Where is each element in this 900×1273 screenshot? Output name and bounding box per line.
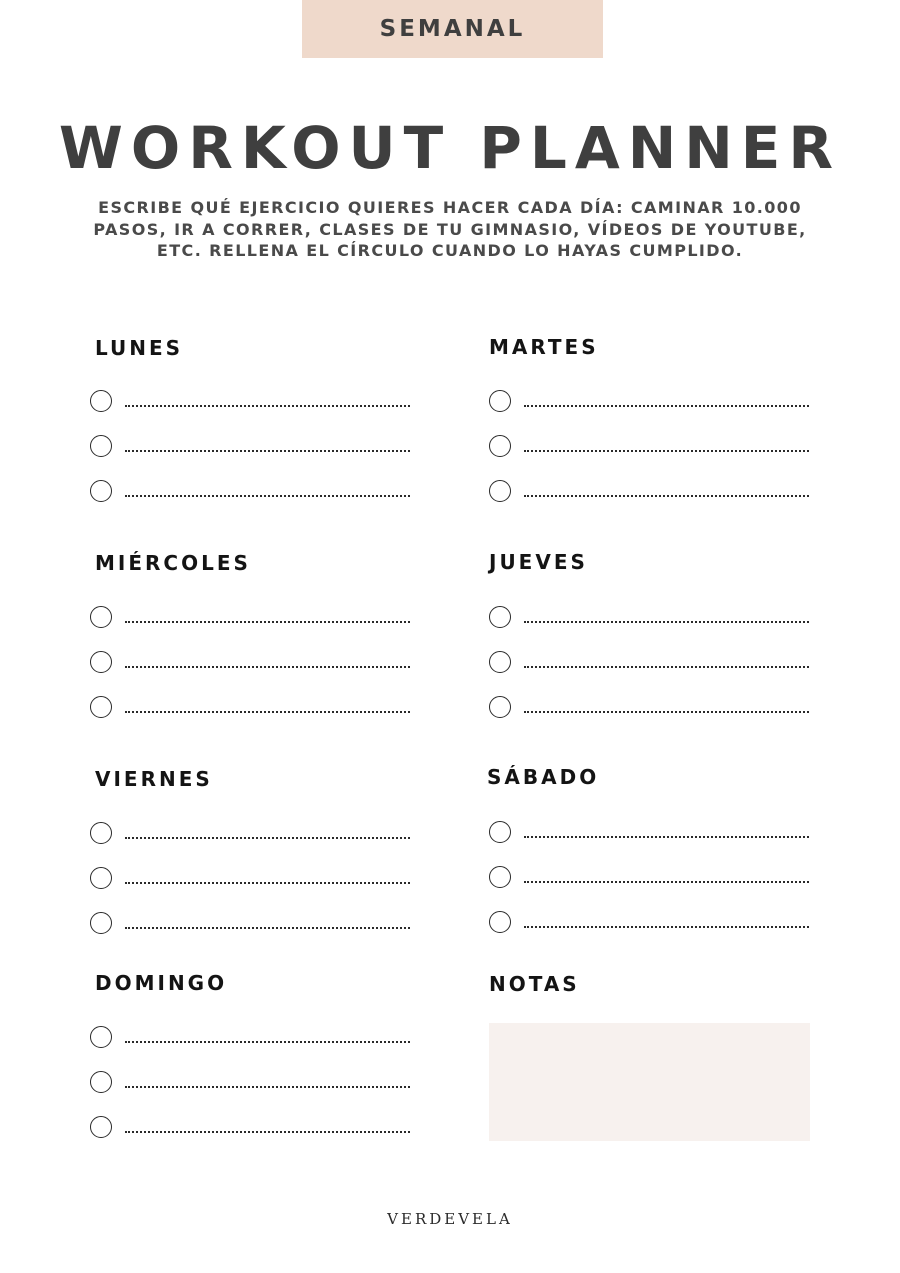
checkbox-circle[interactable] (489, 435, 511, 457)
task-line[interactable] (125, 1131, 410, 1133)
task-line[interactable] (125, 621, 410, 623)
day-block-miercoles (90, 549, 420, 741)
checkbox-circle[interactable] (90, 651, 112, 673)
day-block-jueves (489, 548, 819, 741)
checkbox-circle[interactable] (489, 696, 511, 718)
checkbox-circle[interactable] (489, 606, 511, 628)
task-row (90, 696, 420, 741)
task-row (489, 821, 819, 866)
task-row (90, 390, 420, 435)
task-line[interactable] (524, 711, 809, 713)
task-row (90, 606, 420, 651)
checkbox-circle[interactable] (90, 1071, 112, 1093)
task-line[interactable] (125, 927, 410, 929)
day-title: LUNES (95, 336, 184, 360)
task-line[interactable] (524, 405, 809, 407)
checkbox-circle[interactable] (90, 1026, 112, 1048)
task-line[interactable] (125, 882, 410, 884)
task-line[interactable] (125, 711, 410, 713)
day-block-viernes (90, 765, 420, 957)
notes-title: NOTAS (489, 972, 580, 996)
task-line[interactable] (524, 926, 809, 928)
task-line[interactable] (125, 1041, 410, 1043)
checkbox-circle[interactable] (90, 822, 112, 844)
task-line[interactable] (125, 405, 410, 407)
task-line[interactable] (125, 495, 410, 497)
checkbox-circle[interactable] (90, 606, 112, 628)
task-row (489, 866, 819, 911)
task-row (90, 867, 420, 912)
task-line[interactable] (524, 881, 809, 883)
task-row (489, 911, 819, 956)
day-block-domingo (90, 969, 420, 1161)
task-row (489, 390, 819, 435)
task-row (489, 435, 819, 480)
task-row (90, 1116, 420, 1161)
day-title: VIERNES (95, 767, 213, 791)
task-row (90, 1071, 420, 1116)
checkbox-circle[interactable] (489, 911, 511, 933)
day-title: JUEVES (489, 550, 588, 574)
task-line[interactable] (125, 837, 410, 839)
day-block-sabado (489, 763, 819, 956)
day-title: SÁBADO (487, 765, 600, 789)
notes-box[interactable] (489, 1023, 810, 1141)
task-line[interactable] (524, 621, 809, 623)
task-row (489, 480, 819, 525)
checkbox-circle[interactable] (489, 651, 511, 673)
page-title: WORKOUT PLANNER (58, 114, 842, 182)
task-row (90, 480, 420, 525)
task-line[interactable] (125, 666, 410, 668)
checkbox-circle[interactable] (90, 696, 112, 718)
checkbox-circle[interactable] (489, 866, 511, 888)
task-row (90, 1026, 420, 1071)
checkbox-circle[interactable] (489, 480, 511, 502)
checkbox-circle[interactable] (489, 390, 511, 412)
task-line[interactable] (524, 450, 809, 452)
task-line[interactable] (524, 495, 809, 497)
checkbox-circle[interactable] (90, 912, 112, 934)
checkbox-circle[interactable] (90, 390, 112, 412)
task-row (489, 651, 819, 696)
task-row (90, 651, 420, 696)
task-row (90, 822, 420, 867)
day-block-lunes (90, 334, 420, 525)
task-line[interactable] (524, 836, 809, 838)
checkbox-circle[interactable] (90, 867, 112, 889)
day-title: MARTES (489, 335, 599, 359)
day-block-martes (489, 333, 819, 525)
brand-footer: VERDEVELA (387, 1210, 513, 1228)
checkbox-circle[interactable] (90, 435, 112, 457)
task-row (489, 606, 819, 651)
checkbox-circle[interactable] (90, 1116, 112, 1138)
task-line[interactable] (125, 450, 410, 452)
weekly-tab: SEMANAL (302, 0, 603, 58)
task-row (90, 435, 420, 480)
task-row (90, 912, 420, 957)
day-title: MIÉRCOLES (95, 551, 251, 575)
task-line[interactable] (524, 666, 809, 668)
instructions-text: ESCRIBE QUÉ EJERCICIO QUIERES HACER CADA DÍA: CAMINAR 10.000 PASOS, IR A CORRER, CLASES DE TU GIMNASIO, VÍDEOS DE YOUTUBE, ETC. RELLENA EL CÍRCULO CUANDO LO HAYAS CUMPLIDO. (93, 198, 807, 260)
task-line[interactable] (125, 1086, 410, 1088)
day-title: DOMINGO (95, 971, 228, 995)
checkbox-circle[interactable] (90, 480, 112, 502)
checkbox-circle[interactable] (489, 821, 511, 843)
task-row (489, 696, 819, 741)
